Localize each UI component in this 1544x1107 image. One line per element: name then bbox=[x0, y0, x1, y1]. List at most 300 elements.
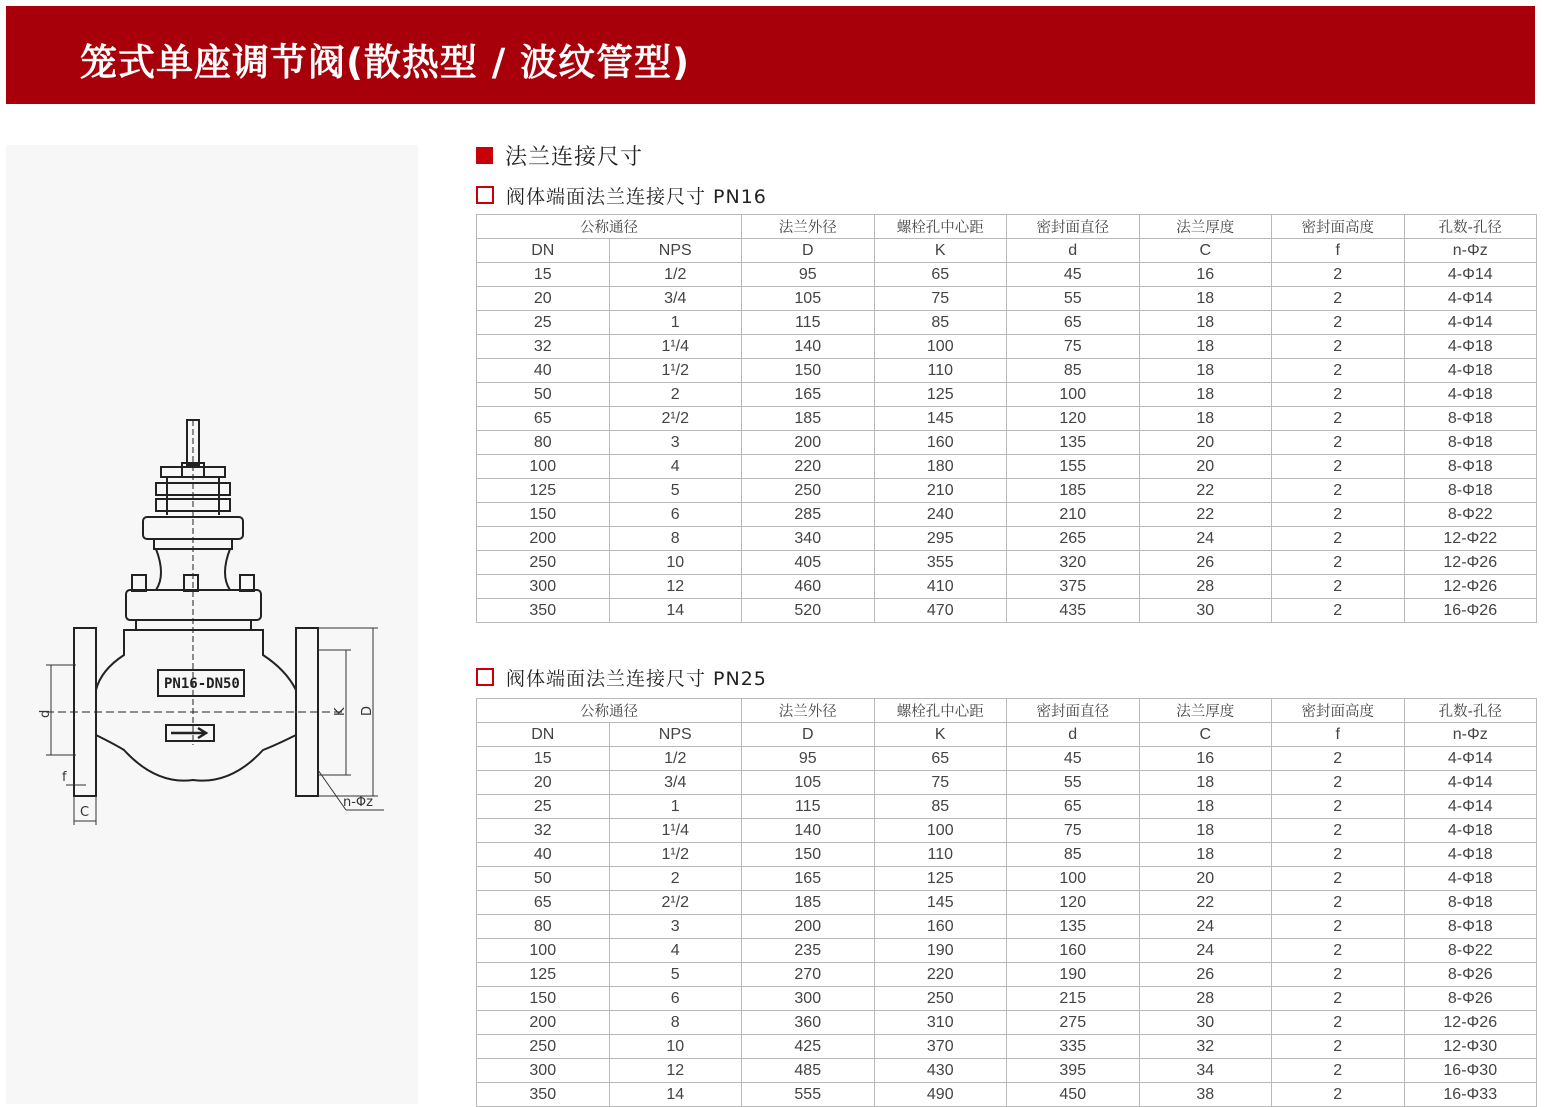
header-cell: 密封面直径 bbox=[1007, 699, 1140, 723]
table-cell: 2 bbox=[1272, 939, 1405, 963]
table-cell: 2 bbox=[1272, 1083, 1405, 1107]
table-cell: 2 bbox=[1272, 287, 1405, 311]
table-cell: 360 bbox=[742, 1011, 875, 1035]
table-row bbox=[477, 407, 1537, 431]
table-cell: 75 bbox=[1007, 819, 1140, 843]
table-cell: 110 bbox=[874, 843, 1007, 867]
subheader-cell: n-Φz bbox=[1404, 239, 1537, 263]
table-cell: 1/2 bbox=[609, 747, 742, 771]
table-cell: 8-Φ26 bbox=[1404, 987, 1537, 1011]
table-cell: 6 bbox=[609, 987, 742, 1011]
table-cell: 140 bbox=[742, 335, 875, 359]
table-cell: 335 bbox=[1007, 1035, 1140, 1059]
table-cell: 555 bbox=[742, 1083, 875, 1107]
table-row bbox=[477, 915, 1537, 939]
outline-square-icon bbox=[476, 668, 494, 686]
table-header-row bbox=[477, 699, 1537, 723]
table-cell: 45 bbox=[1007, 747, 1140, 771]
table-cell: 4-Φ18 bbox=[1404, 383, 1537, 407]
header-cell: 螺栓孔中心距 bbox=[874, 215, 1007, 239]
filled-square-icon bbox=[476, 147, 493, 164]
section-title: 法兰连接尺寸 bbox=[505, 144, 644, 170]
table-cell: 100 bbox=[874, 335, 1007, 359]
table-cell: 24 bbox=[1139, 527, 1272, 551]
table-row bbox=[477, 1011, 1537, 1035]
table-cell: 18 bbox=[1139, 335, 1272, 359]
table-cell: 85 bbox=[1007, 843, 1140, 867]
table-cell: 25 bbox=[477, 795, 610, 819]
table-cell: 375 bbox=[1007, 575, 1140, 599]
table-cell: 12-Φ22 bbox=[1404, 527, 1537, 551]
table-cell: 8-Φ18 bbox=[1404, 455, 1537, 479]
subheader-cell: K bbox=[874, 723, 1007, 747]
table-cell: 190 bbox=[874, 939, 1007, 963]
table-cell: 75 bbox=[874, 771, 1007, 795]
table-cell: 160 bbox=[1007, 939, 1140, 963]
table-cell: 340 bbox=[742, 527, 875, 551]
table-cell: 145 bbox=[874, 407, 1007, 431]
table-cell: 4-Φ14 bbox=[1404, 287, 1537, 311]
table-cell: 1¹/4 bbox=[609, 819, 742, 843]
table-row bbox=[477, 963, 1537, 987]
table-cell: 8-Φ18 bbox=[1404, 407, 1537, 431]
table-cell: 18 bbox=[1139, 407, 1272, 431]
table-cell: 2 bbox=[1272, 795, 1405, 819]
subheader-cell: K bbox=[874, 239, 1007, 263]
table-cell: 145 bbox=[874, 891, 1007, 915]
table-cell: 2 bbox=[1272, 431, 1405, 455]
table-cell: 8 bbox=[609, 1011, 742, 1035]
table-cell: 20 bbox=[477, 771, 610, 795]
table-cell: 520 bbox=[742, 599, 875, 623]
subheader-cell: f bbox=[1272, 239, 1405, 263]
table-cell: 5 bbox=[609, 479, 742, 503]
header-cell: 公称通径 bbox=[477, 215, 742, 239]
table-cell: 5 bbox=[609, 963, 742, 987]
table-cell: 2 bbox=[1272, 987, 1405, 1011]
header-cell: 螺栓孔中心距 bbox=[874, 699, 1007, 723]
table-cell: 265 bbox=[1007, 527, 1140, 551]
header-cell: 密封面高度 bbox=[1272, 699, 1405, 723]
table-cell: 2 bbox=[1272, 1059, 1405, 1083]
table-cell: 32 bbox=[477, 335, 610, 359]
table-cell: 8 bbox=[609, 527, 742, 551]
table-cell: 120 bbox=[1007, 891, 1140, 915]
table-cell: 4 bbox=[609, 939, 742, 963]
pn16-table bbox=[476, 214, 1537, 623]
table-cell: 2 bbox=[1272, 311, 1405, 335]
table-cell: 125 bbox=[874, 383, 1007, 407]
table-cell: 75 bbox=[874, 287, 1007, 311]
table-row bbox=[477, 1059, 1537, 1083]
table-cell: 30 bbox=[1139, 1011, 1272, 1035]
table-cell: 65 bbox=[477, 891, 610, 915]
table-row bbox=[477, 1035, 1537, 1059]
table-cell: 2 bbox=[1272, 915, 1405, 939]
table-cell: 300 bbox=[477, 575, 610, 599]
table-cell: 16-Φ30 bbox=[1404, 1059, 1537, 1083]
table-cell: 50 bbox=[477, 867, 610, 891]
table-cell: 460 bbox=[742, 575, 875, 599]
table-cell: 2 bbox=[1272, 527, 1405, 551]
table-subheader-row bbox=[477, 723, 1537, 747]
table-cell: 220 bbox=[874, 963, 1007, 987]
table-cell: 200 bbox=[742, 431, 875, 455]
pn25-heading bbox=[476, 664, 767, 690]
table-cell: 14 bbox=[609, 599, 742, 623]
table-cell: 4-Φ14 bbox=[1404, 747, 1537, 771]
subheader-cell: n-Φz bbox=[1404, 723, 1537, 747]
table-cell: 105 bbox=[742, 771, 875, 795]
table-cell: 55 bbox=[1007, 771, 1140, 795]
table-cell: 2 bbox=[1272, 867, 1405, 891]
table-cell: 270 bbox=[742, 963, 875, 987]
dim-D-label: D bbox=[360, 705, 375, 716]
table-cell: 220 bbox=[742, 455, 875, 479]
table-cell: 200 bbox=[477, 527, 610, 551]
dim-f-label: f bbox=[62, 770, 67, 785]
table-cell: 18 bbox=[1139, 287, 1272, 311]
table-row bbox=[477, 503, 1537, 527]
header-cell: 法兰外径 bbox=[742, 215, 875, 239]
table-cell: 16-Φ33 bbox=[1404, 1083, 1537, 1107]
table-cell: 12-Φ30 bbox=[1404, 1035, 1537, 1059]
table-row bbox=[477, 795, 1537, 819]
table-cell: 65 bbox=[1007, 311, 1140, 335]
table-cell: 295 bbox=[874, 527, 1007, 551]
dim-C-label: C bbox=[80, 805, 90, 820]
table-cell: 2 bbox=[1272, 383, 1405, 407]
table-cell: 2 bbox=[1272, 455, 1405, 479]
table-cell: 490 bbox=[874, 1083, 1007, 1107]
subheader-cell: C bbox=[1139, 239, 1272, 263]
subheader-cell: DN bbox=[477, 723, 610, 747]
page-title: 笼式单座调节阀(散热型 / 波纹管型) bbox=[80, 41, 691, 84]
table-cell: 18 bbox=[1139, 795, 1272, 819]
pn25-title: 阀体端面法兰连接尺寸 PN25 bbox=[506, 667, 767, 690]
table-cell: 2 bbox=[1272, 747, 1405, 771]
table-cell: 50 bbox=[477, 383, 610, 407]
table-row bbox=[477, 599, 1537, 623]
table-row bbox=[477, 287, 1537, 311]
table-cell: 100 bbox=[477, 455, 610, 479]
table-cell: 150 bbox=[742, 843, 875, 867]
table-cell: 38 bbox=[1139, 1083, 1272, 1107]
table-cell: 1¹/4 bbox=[609, 335, 742, 359]
table-cell: 4-Φ18 bbox=[1404, 359, 1537, 383]
table-cell: 18 bbox=[1139, 843, 1272, 867]
table-row bbox=[477, 311, 1537, 335]
table-cell: 300 bbox=[742, 987, 875, 1011]
table-cell: 350 bbox=[477, 599, 610, 623]
table-cell: 8-Φ18 bbox=[1404, 891, 1537, 915]
table-row bbox=[477, 455, 1537, 479]
table-cell: 100 bbox=[874, 819, 1007, 843]
table-cell: 4-Φ18 bbox=[1404, 867, 1537, 891]
table-cell: 20 bbox=[477, 287, 610, 311]
table-row bbox=[477, 771, 1537, 795]
table-row bbox=[477, 431, 1537, 455]
table-cell: 18 bbox=[1139, 359, 1272, 383]
table-cell: 8-Φ26 bbox=[1404, 963, 1537, 987]
subheader-cell: D bbox=[742, 239, 875, 263]
table-cell: 210 bbox=[874, 479, 1007, 503]
header-cell: 密封面直径 bbox=[1007, 215, 1140, 239]
table-cell: 125 bbox=[477, 963, 610, 987]
table-cell: 4-Φ14 bbox=[1404, 771, 1537, 795]
table-cell: 235 bbox=[742, 939, 875, 963]
table-cell: 80 bbox=[477, 431, 610, 455]
table-cell: 2 bbox=[1272, 335, 1405, 359]
table-cell: 32 bbox=[1139, 1035, 1272, 1059]
table-cell: 150 bbox=[477, 987, 610, 1011]
table-cell: 22 bbox=[1139, 503, 1272, 527]
table-cell: 105 bbox=[742, 287, 875, 311]
table-cell: 24 bbox=[1139, 915, 1272, 939]
table-cell: 405 bbox=[742, 551, 875, 575]
table-cell: 65 bbox=[477, 407, 610, 431]
table-cell: 40 bbox=[477, 359, 610, 383]
table-cell: 100 bbox=[477, 939, 610, 963]
table-cell: 430 bbox=[874, 1059, 1007, 1083]
dim-holes-label: n-Φz bbox=[343, 795, 373, 810]
table-cell: 2 bbox=[1272, 1011, 1405, 1035]
table-cell: 2 bbox=[1272, 819, 1405, 843]
table-cell: 14 bbox=[609, 1083, 742, 1107]
subheader-cell: C bbox=[1139, 723, 1272, 747]
table-cell: 32 bbox=[477, 819, 610, 843]
table-cell: 115 bbox=[742, 795, 875, 819]
table-cell: 80 bbox=[477, 915, 610, 939]
table-cell: 65 bbox=[1007, 795, 1140, 819]
table-cell: 3 bbox=[609, 915, 742, 939]
table-cell: 140 bbox=[742, 819, 875, 843]
table-cell: 65 bbox=[874, 747, 1007, 771]
table-cell: 100 bbox=[1007, 383, 1140, 407]
header-cell: 法兰外径 bbox=[742, 699, 875, 723]
table-cell: 85 bbox=[874, 311, 1007, 335]
subheader-cell: NPS bbox=[609, 723, 742, 747]
table-cell: 1/2 bbox=[609, 263, 742, 287]
table-cell: 8-Φ18 bbox=[1404, 479, 1537, 503]
subheader-cell: NPS bbox=[609, 239, 742, 263]
table-row bbox=[477, 263, 1537, 287]
header-cell: 密封面高度 bbox=[1272, 215, 1405, 239]
table-cell: 22 bbox=[1139, 479, 1272, 503]
table-row bbox=[477, 383, 1537, 407]
header-banner bbox=[6, 6, 1535, 104]
table-cell: 24 bbox=[1139, 939, 1272, 963]
dim-d-label: d bbox=[38, 709, 53, 718]
table-cell: 150 bbox=[742, 359, 875, 383]
table-cell: 28 bbox=[1139, 987, 1272, 1011]
header-cell: 公称通径 bbox=[477, 699, 742, 723]
table-cell: 2¹/2 bbox=[609, 407, 742, 431]
table-cell: 470 bbox=[874, 599, 1007, 623]
table-cell: 3/4 bbox=[609, 771, 742, 795]
table-cell: 250 bbox=[742, 479, 875, 503]
table-cell: 18 bbox=[1139, 383, 1272, 407]
table-cell: 40 bbox=[477, 843, 610, 867]
table-row bbox=[477, 843, 1537, 867]
table-cell: 8-Φ22 bbox=[1404, 503, 1537, 527]
table-cell: 100 bbox=[1007, 867, 1140, 891]
table-cell: 2 bbox=[1272, 1035, 1405, 1059]
table-cell: 310 bbox=[874, 1011, 1007, 1035]
subheader-cell: D bbox=[742, 723, 875, 747]
table-cell: 20 bbox=[1139, 455, 1272, 479]
table-cell: 2¹/2 bbox=[609, 891, 742, 915]
table-row bbox=[477, 551, 1537, 575]
table-cell: 120 bbox=[1007, 407, 1140, 431]
table-row bbox=[477, 1083, 1537, 1107]
table-cell: 16-Φ26 bbox=[1404, 599, 1537, 623]
table-cell: 18 bbox=[1139, 311, 1272, 335]
table-cell: 160 bbox=[874, 431, 1007, 455]
table-cell: 2 bbox=[1272, 843, 1405, 867]
table-cell: 485 bbox=[742, 1059, 875, 1083]
table-cell: 26 bbox=[1139, 551, 1272, 575]
subheader-cell: d bbox=[1007, 239, 1140, 263]
table-cell: 20 bbox=[1139, 867, 1272, 891]
pn25-table bbox=[476, 698, 1537, 1107]
table-cell: 8-Φ22 bbox=[1404, 939, 1537, 963]
section-heading bbox=[476, 140, 643, 170]
table-cell: 4-Φ18 bbox=[1404, 819, 1537, 843]
valve-drawing-panel bbox=[6, 145, 418, 1104]
table-cell: 95 bbox=[742, 263, 875, 287]
table-cell: 125 bbox=[477, 479, 610, 503]
table-cell: 16 bbox=[1139, 263, 1272, 287]
pn16-heading bbox=[476, 182, 767, 208]
table-cell: 200 bbox=[742, 915, 875, 939]
table-cell: 1 bbox=[609, 311, 742, 335]
table-cell: 165 bbox=[742, 383, 875, 407]
table-cell: 20 bbox=[1139, 431, 1272, 455]
table-cell: 26 bbox=[1139, 963, 1272, 987]
pn16-title: 阀体端面法兰连接尺寸 PN16 bbox=[506, 185, 767, 208]
table-cell: 10 bbox=[609, 1035, 742, 1059]
table-cell: 425 bbox=[742, 1035, 875, 1059]
table-row bbox=[477, 527, 1537, 551]
table-cell: 30 bbox=[1139, 599, 1272, 623]
table-row bbox=[477, 867, 1537, 891]
table-cell: 2 bbox=[1272, 479, 1405, 503]
table-cell: 250 bbox=[477, 551, 610, 575]
table-cell: 6 bbox=[609, 503, 742, 527]
table-cell: 15 bbox=[477, 263, 610, 287]
outline-square-icon bbox=[476, 186, 494, 204]
table-cell: 12-Φ26 bbox=[1404, 1011, 1537, 1035]
table-cell: 125 bbox=[874, 867, 1007, 891]
table-cell: 8-Φ18 bbox=[1404, 431, 1537, 455]
table-cell: 215 bbox=[1007, 987, 1140, 1011]
table-row bbox=[477, 335, 1537, 359]
table-cell: 12-Φ26 bbox=[1404, 575, 1537, 599]
table-cell: 2 bbox=[1272, 407, 1405, 431]
table-row bbox=[477, 747, 1537, 771]
table-cell: 185 bbox=[742, 891, 875, 915]
table-row bbox=[477, 575, 1537, 599]
table-cell: 1¹/2 bbox=[609, 843, 742, 867]
table-cell: 2 bbox=[1272, 575, 1405, 599]
table-row bbox=[477, 987, 1537, 1011]
table-cell: 150 bbox=[477, 503, 610, 527]
table-cell: 4-Φ14 bbox=[1404, 311, 1537, 335]
table-cell: 2 bbox=[1272, 359, 1405, 383]
table-cell: 1¹/2 bbox=[609, 359, 742, 383]
table-cell: 2 bbox=[1272, 891, 1405, 915]
table-cell: 155 bbox=[1007, 455, 1140, 479]
valve-drawing bbox=[6, 145, 418, 1104]
table-cell: 370 bbox=[874, 1035, 1007, 1059]
table-cell: 12-Φ26 bbox=[1404, 551, 1537, 575]
table-row bbox=[477, 479, 1537, 503]
table-cell: 2 bbox=[1272, 771, 1405, 795]
header-cell: 法兰厚度 bbox=[1139, 215, 1272, 239]
table-cell: 185 bbox=[1007, 479, 1140, 503]
table-cell: 75 bbox=[1007, 335, 1140, 359]
table-cell: 2 bbox=[609, 867, 742, 891]
table-cell: 1 bbox=[609, 795, 742, 819]
table-cell: 4-Φ14 bbox=[1404, 795, 1537, 819]
table-cell: 250 bbox=[874, 987, 1007, 1011]
table-cell: 95 bbox=[742, 747, 875, 771]
table-cell: 135 bbox=[1007, 915, 1140, 939]
table-cell: 65 bbox=[874, 263, 1007, 287]
table-cell: 2 bbox=[1272, 503, 1405, 527]
subheader-cell: DN bbox=[477, 239, 610, 263]
table-row bbox=[477, 819, 1537, 843]
table-cell: 2 bbox=[1272, 263, 1405, 287]
table-row bbox=[477, 891, 1537, 915]
table-cell: 210 bbox=[1007, 503, 1140, 527]
table-cell: 395 bbox=[1007, 1059, 1140, 1083]
table-cell: 190 bbox=[1007, 963, 1140, 987]
table-cell: 34 bbox=[1139, 1059, 1272, 1083]
table-cell: 18 bbox=[1139, 771, 1272, 795]
table-cell: 4-Φ18 bbox=[1404, 843, 1537, 867]
table-cell: 10 bbox=[609, 551, 742, 575]
table-cell: 110 bbox=[874, 359, 1007, 383]
table-cell: 250 bbox=[477, 1035, 610, 1059]
header-cell: 孔数-孔径 bbox=[1404, 215, 1537, 239]
table-cell: 135 bbox=[1007, 431, 1140, 455]
subheader-cell: f bbox=[1272, 723, 1405, 747]
table-cell: 85 bbox=[1007, 359, 1140, 383]
table-cell: 410 bbox=[874, 575, 1007, 599]
table-cell: 2 bbox=[1272, 551, 1405, 575]
table-cell: 15 bbox=[477, 747, 610, 771]
header-cell: 法兰厚度 bbox=[1139, 699, 1272, 723]
table-cell: 115 bbox=[742, 311, 875, 335]
table-cell: 22 bbox=[1139, 891, 1272, 915]
table-cell: 185 bbox=[742, 407, 875, 431]
table-cell: 3/4 bbox=[609, 287, 742, 311]
table-cell: 435 bbox=[1007, 599, 1140, 623]
table-cell: 12 bbox=[609, 1059, 742, 1083]
table-row bbox=[477, 939, 1537, 963]
table-cell: 165 bbox=[742, 867, 875, 891]
table-cell: 355 bbox=[874, 551, 1007, 575]
table-cell: 160 bbox=[874, 915, 1007, 939]
table-cell: 18 bbox=[1139, 819, 1272, 843]
table-cell: 240 bbox=[874, 503, 1007, 527]
table-cell: 45 bbox=[1007, 263, 1140, 287]
subheader-cell: d bbox=[1007, 723, 1140, 747]
table-cell: 4-Φ18 bbox=[1404, 335, 1537, 359]
table-cell: 350 bbox=[477, 1083, 610, 1107]
